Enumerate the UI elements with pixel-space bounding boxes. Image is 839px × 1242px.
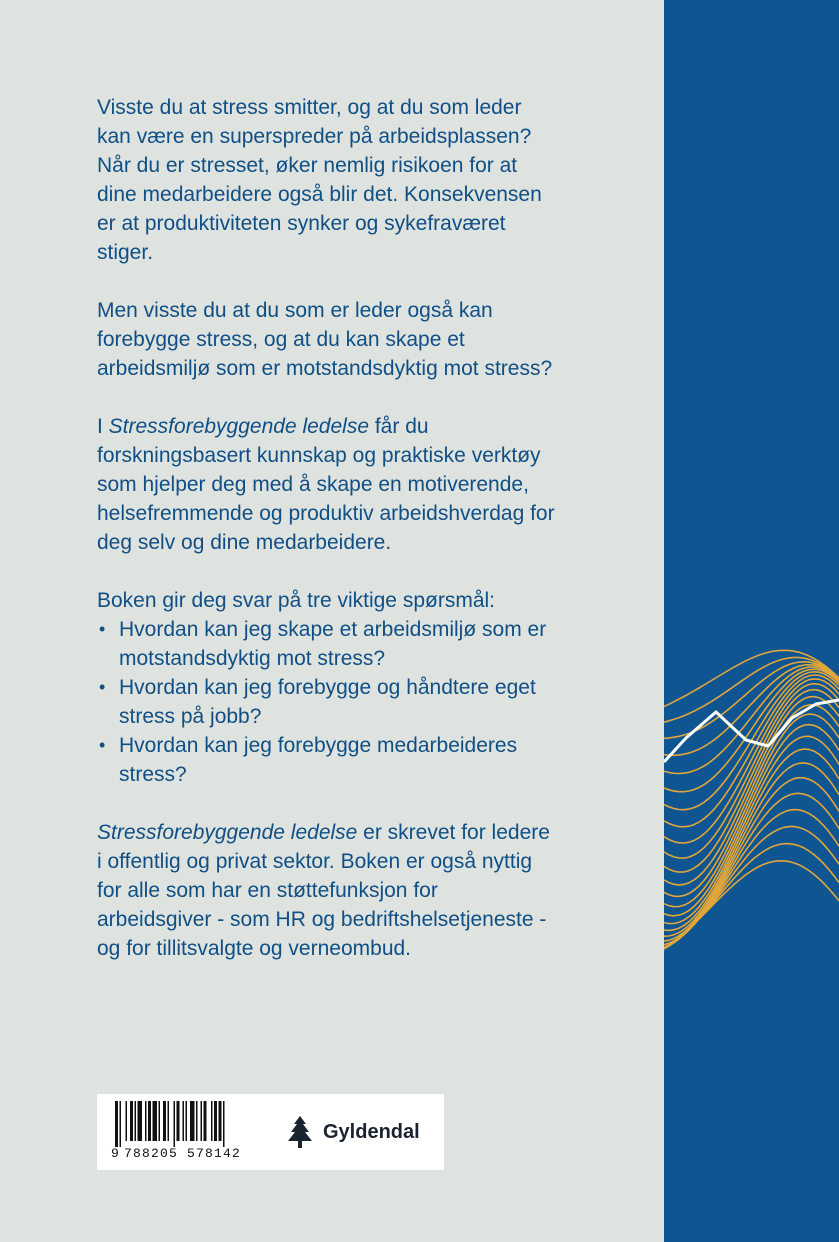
wave-line [664, 669, 839, 792]
barcode-icon [115, 1101, 270, 1147]
barcode-bar [174, 1101, 176, 1147]
publisher-name: Gyldendal [323, 1120, 420, 1143]
bullet-icon: • [99, 619, 106, 639]
barcode-bar [190, 1101, 195, 1141]
barcode-panel [97, 1094, 444, 1170]
barcode-bar [186, 1101, 188, 1141]
book-title: Stressforebyggende ledelse [108, 415, 370, 438]
book-title: Stressforebyggende ledelse [97, 821, 358, 844]
questions-list [97, 615, 557, 789]
question-item [97, 673, 557, 731]
paragraph-audience [97, 818, 557, 963]
barcode-bar [168, 1101, 170, 1141]
spine-panel [664, 0, 839, 1242]
question-item [97, 615, 557, 673]
barcode-bar [135, 1101, 137, 1141]
paragraph-intro: Visste du at stress smitter, og at du som leder kan være en superspreder på arbeidsplassen? Når du er stresset, øker nemlig risikoen for at dine medarbeidere også blir det. Konsekvensen er at produktiviteten synker og sykefraværet stiger. [97, 96, 542, 264]
barcode-bar [138, 1101, 143, 1141]
wave-lines-icon [664, 0, 839, 1242]
wave-line [664, 667, 839, 773]
paragraph-prevention: Men visste du at du som er leder også kan forebygge stress, og at du kan skape et arbeidsmiljø som er motstandsdyktig mot stress? [97, 299, 553, 380]
publisher-logo [285, 1114, 420, 1150]
blurb-text [97, 93, 557, 992]
question-text: Hvordan kan jeg forebygge medarbeideres stress? [119, 734, 518, 786]
wave-line [664, 736, 839, 923]
questions-section [97, 586, 557, 789]
barcode-bar [214, 1101, 217, 1141]
barcode-bar [196, 1101, 198, 1141]
wave-line [664, 844, 839, 949]
barcode-bar [159, 1101, 161, 1141]
question-item [97, 731, 557, 789]
questions-heading: Boken gir deg svar på tre viktige spørsmål: [97, 589, 495, 612]
barcode-bar [153, 1101, 158, 1141]
barcode-bar [223, 1101, 225, 1147]
paragraph-prefix: I [97, 415, 109, 438]
barcode-bar [145, 1101, 147, 1141]
wave-line [664, 662, 839, 739]
wave-line [664, 684, 839, 858]
question-text: Hvordan kan jeg forebygge og håndtere eget stress på jobb? [119, 676, 536, 728]
paragraph-book-offer [97, 412, 557, 557]
question-text: Hvordan kan jeg skape et arbeidsmiljø som er motstandsdyktig mot stress? [119, 618, 547, 670]
barcode-bar [219, 1101, 222, 1141]
barcode-bar [201, 1101, 203, 1141]
bullet-icon: • [99, 677, 106, 697]
barcode-bar [177, 1101, 180, 1141]
paragraph-rest: får du forskningsbasert kunnskap og praktiske verktøy som hjelper deg med å skape en motiverende, helsefremmende og produktiv arbeidshverdag for deg selv og dine medarbeidere. [97, 415, 555, 554]
barcode-bar [120, 1101, 122, 1147]
paragraph-rest: er skrevet for ledere i offentlig og privat sektor. Boken er også nyttig for alle som har en støttefunksjon for arbeidsgiver - som HR og bedriftshelsetjeneste - og for tillitsvalgte og verneombud. [97, 821, 550, 960]
isbn-first-digit: 9 [111, 1146, 121, 1161]
barcode-bar [204, 1101, 207, 1141]
isbn-number: 788205 578142 [124, 1146, 242, 1161]
tree-icon [285, 1115, 315, 1149]
barcode-bar [126, 1101, 128, 1141]
wave-line [664, 827, 839, 949]
barcode-bar [163, 1101, 166, 1141]
barcode-bar [183, 1101, 185, 1141]
wave-line [664, 861, 839, 949]
barcode-bar [148, 1101, 151, 1141]
barcode-bar [130, 1101, 133, 1141]
barcode-bar [211, 1101, 213, 1141]
barcode-bar [115, 1101, 118, 1147]
bullet-icon: • [99, 735, 106, 755]
